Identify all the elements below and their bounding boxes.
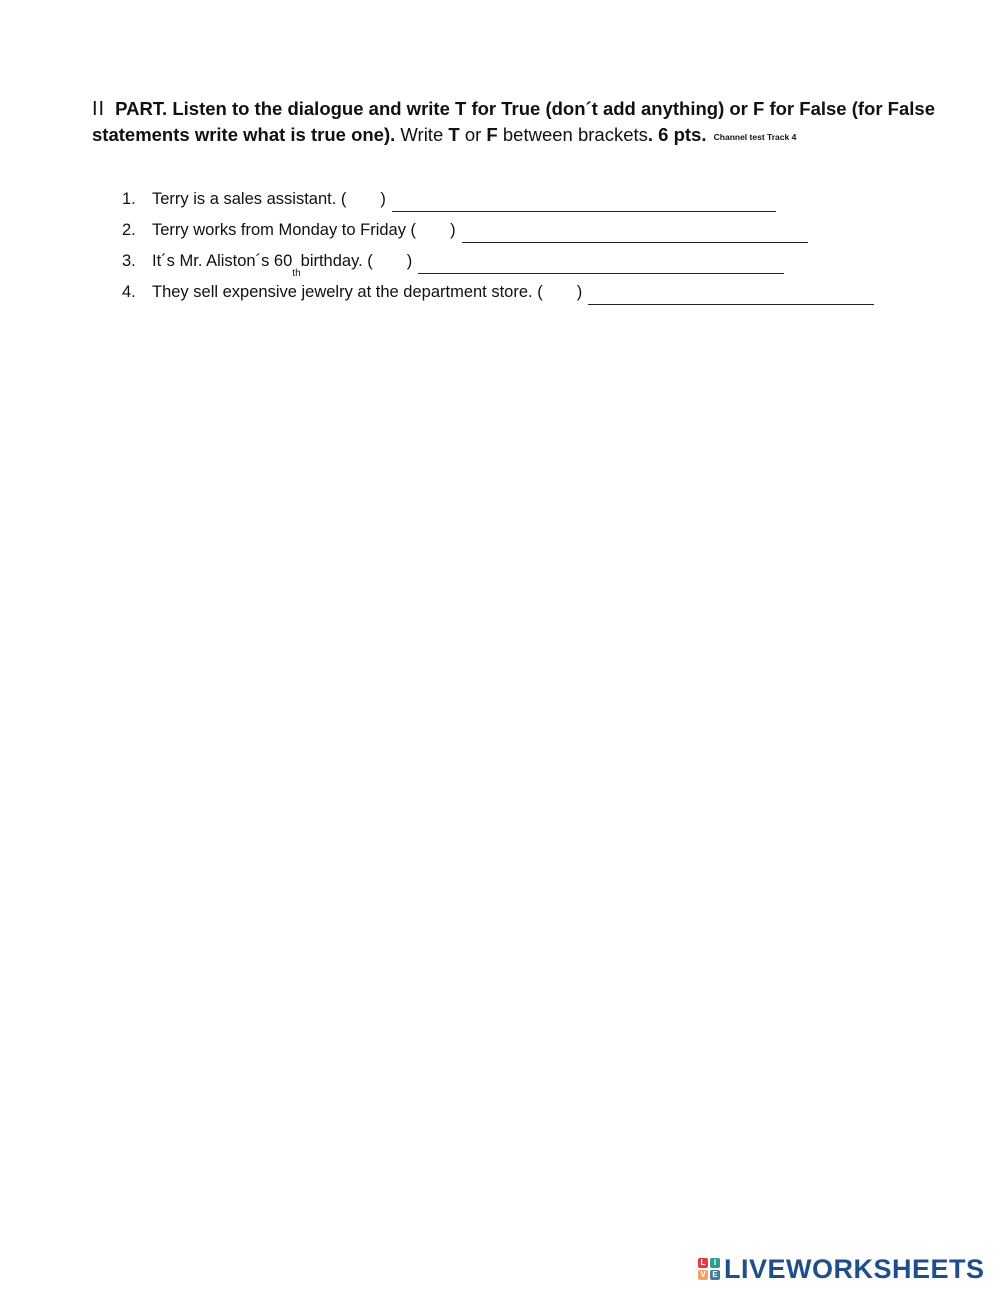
question-text: It´s Mr. Aliston´s 60 xyxy=(152,252,293,270)
logo-mark-icon xyxy=(698,1258,721,1281)
letter-t: T xyxy=(448,124,460,145)
correction-line-input[interactable] xyxy=(392,189,776,212)
question-text-continued: birthday. ( xyxy=(300,252,373,270)
question-item-2 xyxy=(122,212,874,243)
instructions-bold-text: PART. Listen to the dialogue and write T for True (don´t add anything) or F for False (for False statements write what is true one). xyxy=(92,98,935,145)
logo-letter-v: V xyxy=(698,1270,708,1280)
question-number: 2. xyxy=(122,221,136,239)
close-bracket: ) xyxy=(406,252,413,270)
question-item-3: 3. It´s Mr. Aliston´s 60 th birthday. ( ) xyxy=(122,243,874,274)
question-item-1 xyxy=(122,181,874,212)
question-number: 1. xyxy=(122,190,136,208)
answer-bracket-input[interactable] xyxy=(416,223,450,243)
part-numeral: II xyxy=(92,98,106,120)
source-note: Channel test Track 4 xyxy=(713,132,797,142)
close-bracket: ) xyxy=(450,221,456,239)
between-brackets-text: between brackets xyxy=(502,124,648,145)
answer-bracket-input[interactable] xyxy=(346,192,380,212)
question-text: Terry is a sales assistant. ( xyxy=(152,190,347,208)
instructions-heading xyxy=(92,96,952,150)
logo-letter-i: I xyxy=(710,1258,720,1268)
write-word: Write xyxy=(400,124,444,145)
correction-line-input[interactable] xyxy=(588,282,874,305)
correction-line-input[interactable] xyxy=(418,251,784,274)
points-text: . 6 pts. xyxy=(647,124,707,145)
close-bracket: ) xyxy=(576,283,583,301)
logo-letter-e: E xyxy=(710,1270,720,1280)
question-number: 3. xyxy=(122,252,136,270)
question-list xyxy=(122,181,874,305)
correction-line-input[interactable] xyxy=(462,220,808,243)
answer-bracket-input[interactable] xyxy=(543,285,577,305)
letter-f: F xyxy=(486,124,498,145)
logo-text: LIVEWORKSHEETS xyxy=(724,1254,985,1284)
question-text: They sell expensive jewelry at the department store. ( xyxy=(152,283,543,301)
answer-bracket-input[interactable] xyxy=(373,254,407,274)
question-number: 4. xyxy=(122,283,136,301)
or-word: or xyxy=(464,124,482,145)
question-text: Terry works from Monday to Friday ( xyxy=(152,221,417,239)
question-item-4 xyxy=(122,274,874,305)
liveworksheets-logo xyxy=(698,1254,985,1285)
logo-letter-l: L xyxy=(698,1258,708,1268)
close-bracket: ) xyxy=(380,190,386,208)
